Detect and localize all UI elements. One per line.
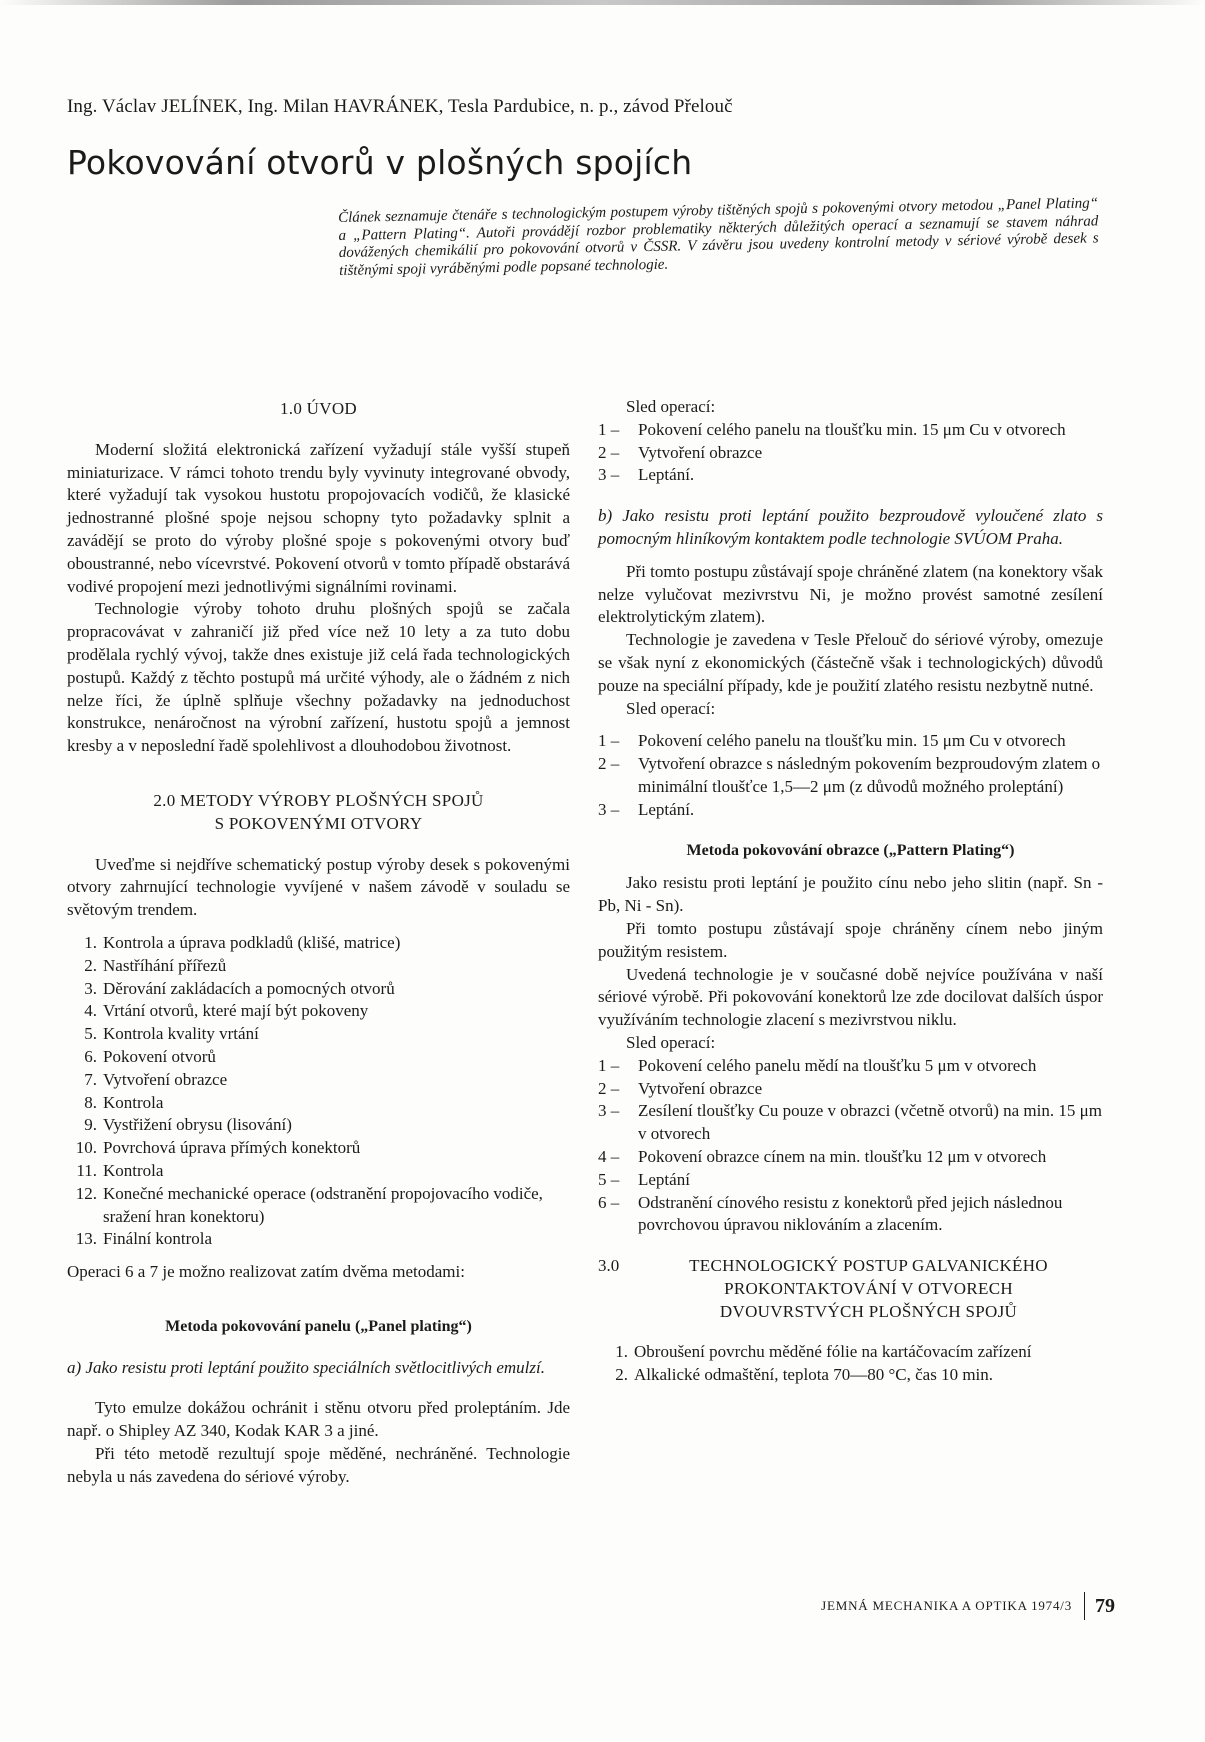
list-item: 1 – Pokovení celého panelu na tloušťku min. 15 μm Cu v otvorech <box>598 731 1066 751</box>
list-item: 1 – Pokovení celého panelu mědí na tloušťku 5 μm v otvorech <box>598 1055 1037 1075</box>
section-heading-methods-line2: S POKOVENÝMI OTVORY <box>214 813 423 833</box>
section-heading-intro: 1.0 ÚVOD <box>279 399 357 418</box>
section-heading-process-title <box>634 1255 1103 1323</box>
sequence-list-3 <box>598 1055 1103 1237</box>
article-title: Pokovování otvorů v plošných spojích <box>67 143 693 182</box>
list-item: 1. Kontrola a úprava podkladů (klišé, matrice) <box>84 932 401 952</box>
panel-method-b: b) Jako resistu proti leptání použito bezproudově vyloučené zlato s pomocným hliníkovým kontaktem podle technologie SVÚOM Praha. <box>598 506 1103 548</box>
sequence-label: Sled operací: <box>626 397 716 416</box>
pattern-paragraph-3: Uvedená technologie je v současné době nejvíce používána v naší sériové výrobě. Při pokovování konektorů lze zde docilovat dalších úspor využíváním technologie zlacení s mezivrstvou niklu. <box>598 964 1103 1030</box>
panel-b-paragraph-1: Při tomto postupu zůstávají spoje chráněné zlatem (na konektory však nelze vylučovat mezivrstvu Ni, je možno provést samotné zesílení elektrolytickým zlatem). <box>598 561 1103 627</box>
process-steps-list <box>67 932 570 1251</box>
list-item: 5. Kontrola kvality vrtání <box>84 1024 259 1044</box>
section-heading-methods-line1: 2.0 METODY VÝROBY PLOŠNÝCH SPOJŮ <box>153 790 484 810</box>
list-item: 2 – Vytvoření obrazce <box>598 442 763 462</box>
page-number: 79 <box>1095 1594 1115 1617</box>
panel-plating-heading: Metoda pokovování panelu („Panel plating“) <box>165 1317 472 1335</box>
pattern-paragraph-2: Při tomto postupu zůstávají spoje chráněny cínem nebo jiným použitým resistem. <box>598 918 1103 961</box>
footer-divider <box>1084 1592 1085 1620</box>
process-steps-list-2 <box>598 1341 1103 1387</box>
operations-note: Operaci 6 a 7 je možno realizovat zatím dvěma metodami: <box>67 1262 465 1282</box>
section-number: 3.0 <box>598 1256 620 1276</box>
list-item: 2. Nastříhání přířezů <box>84 955 227 975</box>
list-item: 11. Kontrola <box>76 1160 164 1180</box>
pattern-paragraph-1: Jako resistu proti leptání je použito cínu nebo jeho slitin (např. Sn - Pb, Ni - Sn). <box>598 873 1103 916</box>
list-item: 4 – Pokovení obrazce cínem na min. tloušťku 12 μm v otvorech <box>598 1146 1047 1166</box>
list-item: 7. Vytvoření obrazce <box>84 1069 228 1089</box>
list-item: 12. Konečné mechanické operace (odstranění propojovacího vodiče, sražení hran konektoru) <box>75 1183 543 1226</box>
list-item: 3 – Leptání. <box>598 799 695 819</box>
sequence-label: Sled operací: <box>626 1032 716 1052</box>
list-item: 10. Povrchová úprava přímých konektorů <box>75 1138 361 1158</box>
list-item: 6 – Odstranění cínového resistu z konektorů před jejich následnou povrchovou úpravou niklováním a zlacením. <box>598 1192 1063 1235</box>
sequence-label: Sled operací: <box>626 698 716 718</box>
list-item: 1. Obroušení povrchu měděné fólie na kartáčovacím zařízení <box>615 1342 1032 1362</box>
page-footer <box>821 1592 1115 1620</box>
section-heading-process-line1: TECHNOLOGICKÝ POSTUP GALVANICKÉHO <box>689 1256 1048 1276</box>
panel-paragraph-1: Tyto emulze dokážou ochránit i stěnu otvoru před proleptáním. Jde např. o Shipley AZ 340, Kodak KAR 3 a jiné. <box>67 1398 570 1441</box>
list-item: 3 – Zesílení tloušťky Cu pouze v obrazci (včetně otvorů) na min. 15 μm v otvorech <box>598 1101 1102 1144</box>
right-column <box>598 396 1103 1387</box>
section-heading-process-line2: PROKONTAKTOVÁNÍ V OTVORECH <box>724 1278 1013 1298</box>
scan-edge <box>0 0 1205 5</box>
intro-paragraph-2: Technologie výroby tohoto druhu plošných spojů se začala propracovávat v zahraničí již před více než 10 lety a za tuto dobu prodělala rychlý vývoj, takže dnes existuje již celá řada technologických postupů. Každý z těchto postupů má určité výhody, ale o žádném z nich nelze říci, že úplně splňuje všechny požadavky na jednoduchost konstrukce, nenáročnost na výrobní zařízení, hustotu spojů a jemnost kresby a v neposlední řadě spolehlivost a dlouhodobou životnost. <box>67 599 570 756</box>
journal-name: JEMNÁ MECHANIKA A OPTIKA 1974/3 <box>821 1598 1072 1613</box>
list-item: 5 – Leptání <box>598 1169 690 1189</box>
list-item: 4. Vrtání otvorů, které mají být pokoveny <box>84 1001 369 1021</box>
list-item: 2. Alkalické odmaštění, teplota 70—80 °C, čas 10 min. <box>615 1365 994 1385</box>
list-item: 8. Kontrola <box>84 1092 164 1112</box>
list-item: 1 – Pokovení celého panelu na tloušťku min. 15 μm Cu v otvorech <box>598 419 1066 439</box>
sequence-list-1 <box>598 419 1103 487</box>
section-heading-methods <box>67 790 570 836</box>
intro-paragraph-1: Moderní složitá elektronická zařízení vyžadují stále vyšší stupeň miniaturizace. V rámci tohoto trendu byly vyvinuty integrované obvody, které vyžadují tak vysokou hustotu propojovacích vodičů, že klasické jednostranné plošné spoje nejsou schopny tyto požadavky splnit a zavádějí se proto do výroby plošné spoje s pokovenými otvory buď oboustranné, nebo vícevrstvé. Pokovení otvorů v tomto případě obstarává vodivé propojení mezi jednotlivými signálními rovinami. <box>67 439 570 596</box>
section-heading-process <box>598 1255 1103 1323</box>
left-column <box>67 398 570 1489</box>
panel-paragraph-2: Při této metodě rezultují spoje měděné, nechráněné. Technologie nebyla u nás zavedena do sériové výroby. <box>67 1444 570 1486</box>
list-item: 9. Vystřižení obrysu (lisování) <box>84 1115 292 1135</box>
section-heading-process-line3: DVOUVRSTVÝCH PLOŠNÝCH SPOJŮ <box>719 1301 1018 1321</box>
panel-b-paragraph-2: Technologie je zavedena v Tesle Přelouč do sériové výroby, omezuje se však nyní z ekonomických (částečně však i technologických) důvodů pouze na speciální případy, kde je použití zlatého resistu nezbytně nutné. <box>598 630 1103 695</box>
list-item: 2 – Vytvoření obrazce s následným pokovením bezproudovým zlatem o minimální tloušťce 1,5—2 μm (z důvodů možného proleptání) <box>598 754 1101 796</box>
list-item: 13. Finální kontrola <box>75 1229 213 1249</box>
list-item: 6. Pokovení otvorů <box>84 1046 216 1066</box>
article-abstract: Článek seznamuje čtenáře s technologickým postupem výroby tištěných spojů s pokovenými otvory metodou „Panel Plating“ a „Pattern Plating“. Autoři provádějí rozbor problematiky některých důležitých operací a seznamují se stavem náhrad dovážených chemikálií pro pokovování otvorů v ČSSR. V závěru jsou uvedeny kontrolní metody v sériové výrobě desek s tištěnými spoji vyráběnými podle popsané technologie. <box>338 195 1099 279</box>
list-item: 3 – Leptání. <box>598 465 695 485</box>
pattern-plating-heading: Metoda pokovování obrazce („Pattern Plating“) <box>686 841 1015 859</box>
methods-intro: Uveďme si nejdříve schematický postup výroby desek s pokovenými otvory zahrnující technologie vyvíjené v našem závodě v souladu se světovým trendem. <box>67 854 570 920</box>
list-item: 2 – Vytvoření obrazce <box>598 1078 763 1098</box>
sequence-list-2 <box>598 730 1103 821</box>
list-item: 3. Děrování zakládacích a pomocných otvorů <box>84 978 395 998</box>
panel-method-a: a) Jako resistu proti leptání použito speciálních světlocitlivých emulzí. <box>67 1357 545 1377</box>
article-authors: Ing. Václav JELÍNEK, Ing. Milan HAVRÁNEK, Tesla Pardubice, n. p., závod Přelouč <box>67 96 733 117</box>
